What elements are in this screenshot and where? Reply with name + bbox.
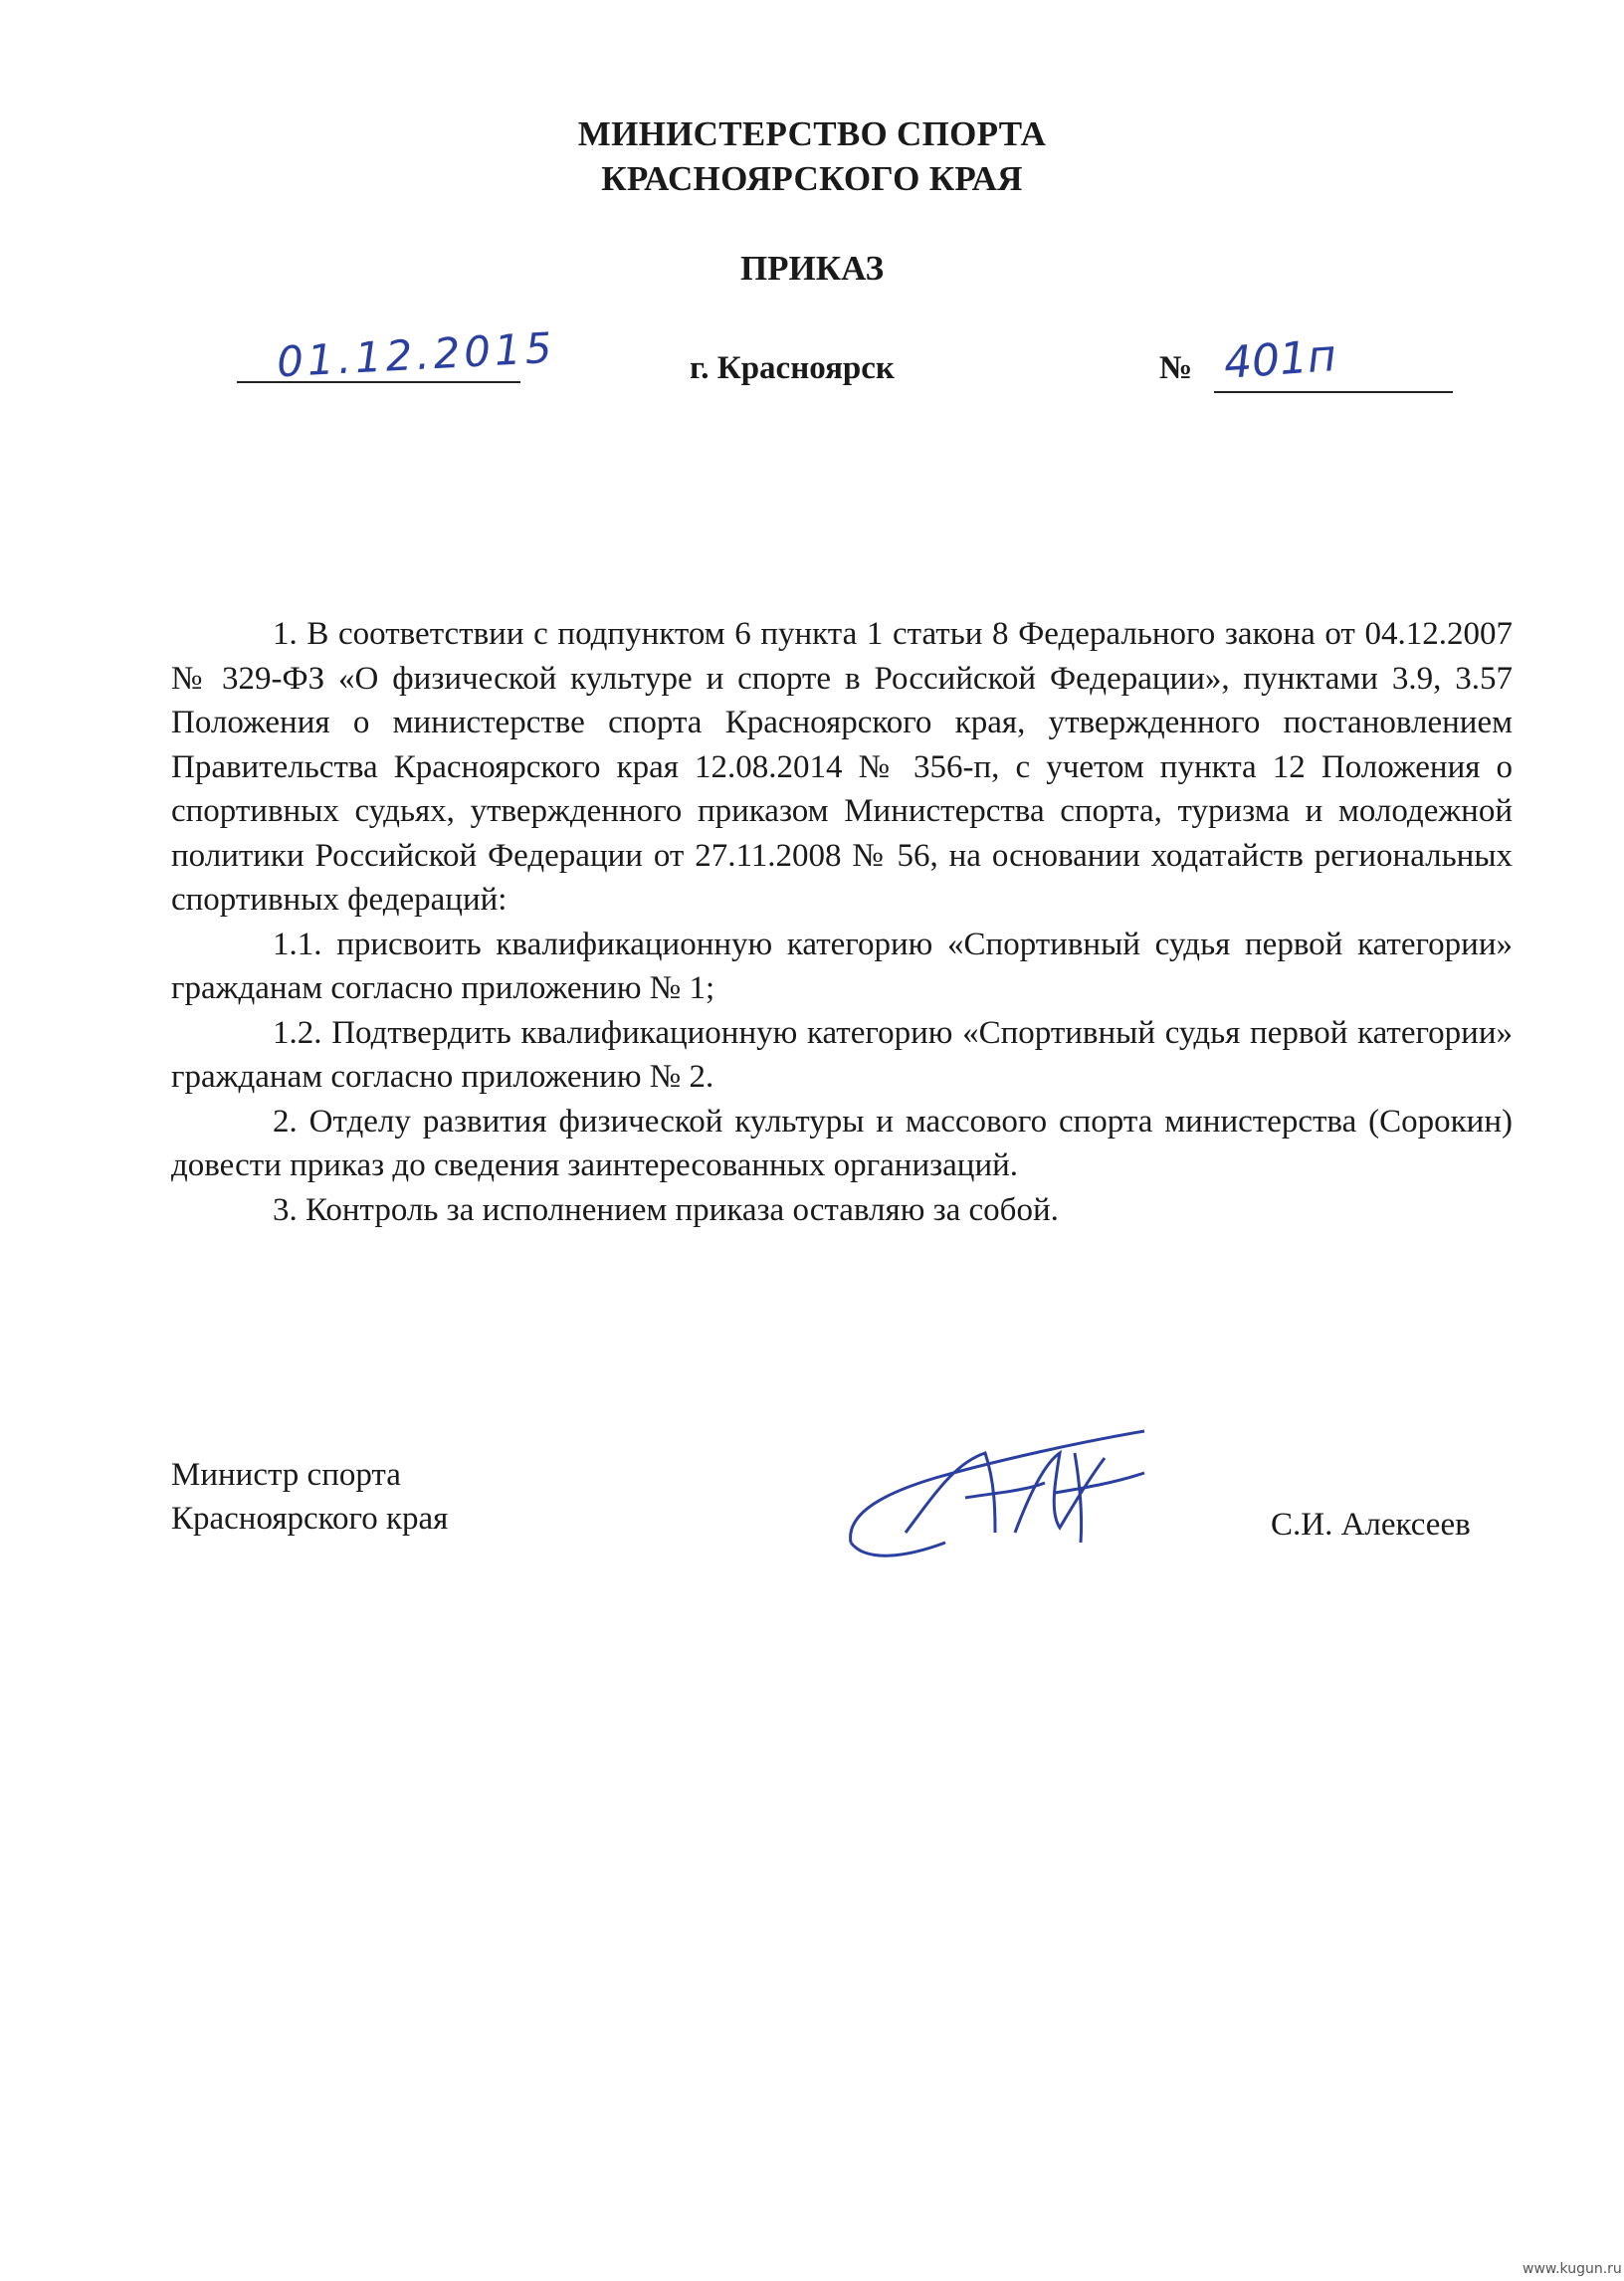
city: г. Красноярск bbox=[690, 350, 895, 386]
paragraph-3: 3. Контроль за исполнением приказа оставляю за собой. bbox=[273, 1191, 1059, 1228]
order-body bbox=[171, 612, 1513, 1232]
paragraph-1: 1. В соответствии с подпунктом 6 пункта 1 статьи 8 Федерального закона от 04.12.2007 № 329-ФЗ «О физической культуре и спорте в Российской Федерации», пунктами 3.9, 3.57 Положения о министерстве спорта Красноярского края, утвержденного постановлением Правительства Красноярского края 12.08.2014 № 356-п, с учетом пункта 12 Положения о спортивных судьях, утвержденного приказом Министерства спорта, туризма и молодежной политики Российской Федерации от 27.11.2008 № 56, на основании ходатайств региональных спортивных федераций: bbox=[171, 616, 1513, 918]
order-date: 01.12.2015 bbox=[275, 322, 557, 387]
number-underline bbox=[1214, 391, 1453, 393]
handwritten-signature bbox=[846, 1423, 1164, 1572]
signatory-title-line2: Красноярского края bbox=[171, 1501, 449, 1537]
document-header bbox=[0, 111, 1624, 201]
order-number: 401п bbox=[1222, 330, 1338, 389]
paragraph-1-2: 1.2. Подтвердить квалификационную категорию «Спортивный судья первой категории» гражданам согласно приложению № 2. bbox=[171, 1014, 1513, 1095]
order-title: ПРИКАЗ bbox=[739, 249, 885, 288]
signatory-name: С.И. Алексеев bbox=[1271, 1507, 1471, 1543]
signatory-title bbox=[171, 1453, 448, 1541]
number-sign: № bbox=[1159, 350, 1193, 386]
paragraph-2: 2. Отделу развития физической культуры и массового спорта министерства (Сорокин) довести приказ до сведения заинтересованных организаций. bbox=[171, 1103, 1513, 1183]
ministry-name-line1: МИНИСТЕРСТВО СПОРТА bbox=[577, 114, 1047, 153]
ministry-name-line2: КРАСНОЯРСКОГО КРАЯ bbox=[601, 159, 1023, 198]
paragraph-1-1: 1.1. присвоить квалификационную категорию «Спортивный судья первой категории» гражданам согласно приложению № 1; bbox=[171, 926, 1513, 1006]
watermark: www.kugun.ru bbox=[1522, 2261, 1622, 2277]
date-underline bbox=[237, 381, 520, 383]
signatory-title-line1: Министр спорта bbox=[171, 1457, 401, 1493]
